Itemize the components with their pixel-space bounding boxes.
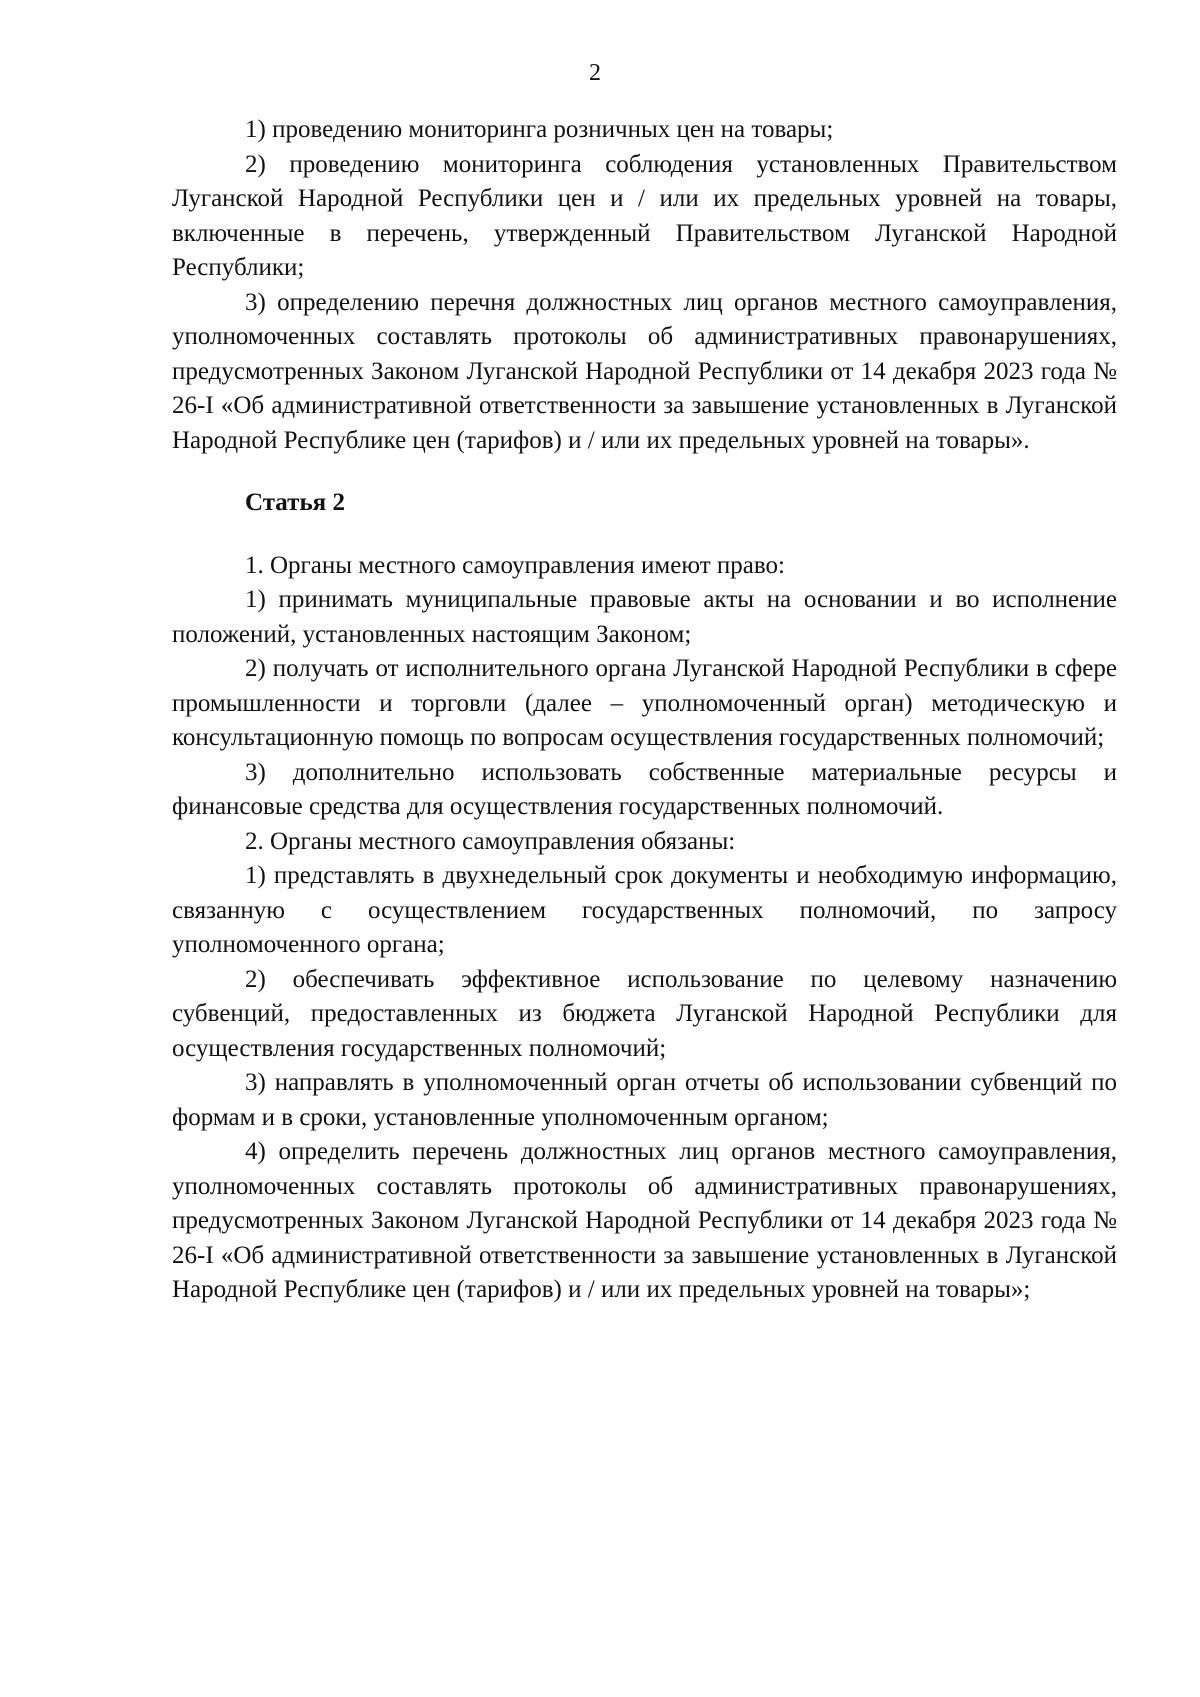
document-body	[172, 113, 1117, 1308]
paragraph: 3) дополнительно использовать собственные материальные ресурсы и финансовые средства для осуществления государственных полномочий.	[172, 758, 1117, 820]
page-number: 2	[589, 60, 601, 86]
paragraph: 4) определить перечень должностных лиц органов местного самоуправления, уполномоченных составлять протоколы об административных правонарушениях, предусмотренных Законом Луганской Народной Республики от 14 декабря 2023 года № 26-I «Об административной ответственности за завышение установленных в Луганской Народной Республике цен (тарифов) и / или их предельных уровней на товары»;	[172, 1138, 1117, 1303]
paragraph: 2) обеспечивать эффективное использование по целевому назначению субвенций, предоставленных из бюджета Луганской Народной Республики для осуществления государственных полномочий;	[172, 965, 1117, 1062]
paragraph: 1) принимать муниципальные правовые акты на основании и во исполнение положений, установленных настоящим Законом;	[172, 586, 1117, 648]
paragraph: 2. Органы местного самоуправления обязаны:	[245, 827, 736, 855]
paragraph: 3) определению перечня должностных лиц органов местного самоуправления, уполномоченных составлять протоколы об административных правонарушениях, предусмотренных Законом Луганской Народной Республики от 14 декабря 2023 года № 26-I «Об административной ответственности за завышение установленных в Луганской Народной Республике цен (тарифов) и / или их предельных уровней на товары».	[172, 288, 1117, 454]
paragraph: 1) представлять в двухнедельный срок документы и необходимую информацию, связанную с осуществлением государственных полномочий, по запросу уполномоченного органа;	[172, 862, 1117, 958]
article-heading: Статья 2	[245, 489, 345, 516]
paragraph: 3) направлять в уполномоченный орган отчеты об использовании субвенций по формам и в сроки, установленные уполномоченным органом;	[172, 1069, 1117, 1131]
paragraph: 1) проведению мониторинга розничных цен на товары;	[245, 116, 834, 143]
paragraph: 1. Органы местного самоуправления имеют право:	[245, 551, 785, 579]
paragraph: 2) получать от исполнительного органа Луганской Народной Республики в сфере промышленности и торговли (далее – уполномоченный орган) методическую и консультационную помощь по вопросам осуществления государственных полномочий;	[172, 655, 1117, 751]
paragraph: 2) проведению мониторинга соблюдения установленных Правительством Луганской Народной Республики цен и / или их предельных уровней на товары, включенные в перечень, утвержденный Правительством Луганской Народной Республики;	[172, 150, 1117, 281]
